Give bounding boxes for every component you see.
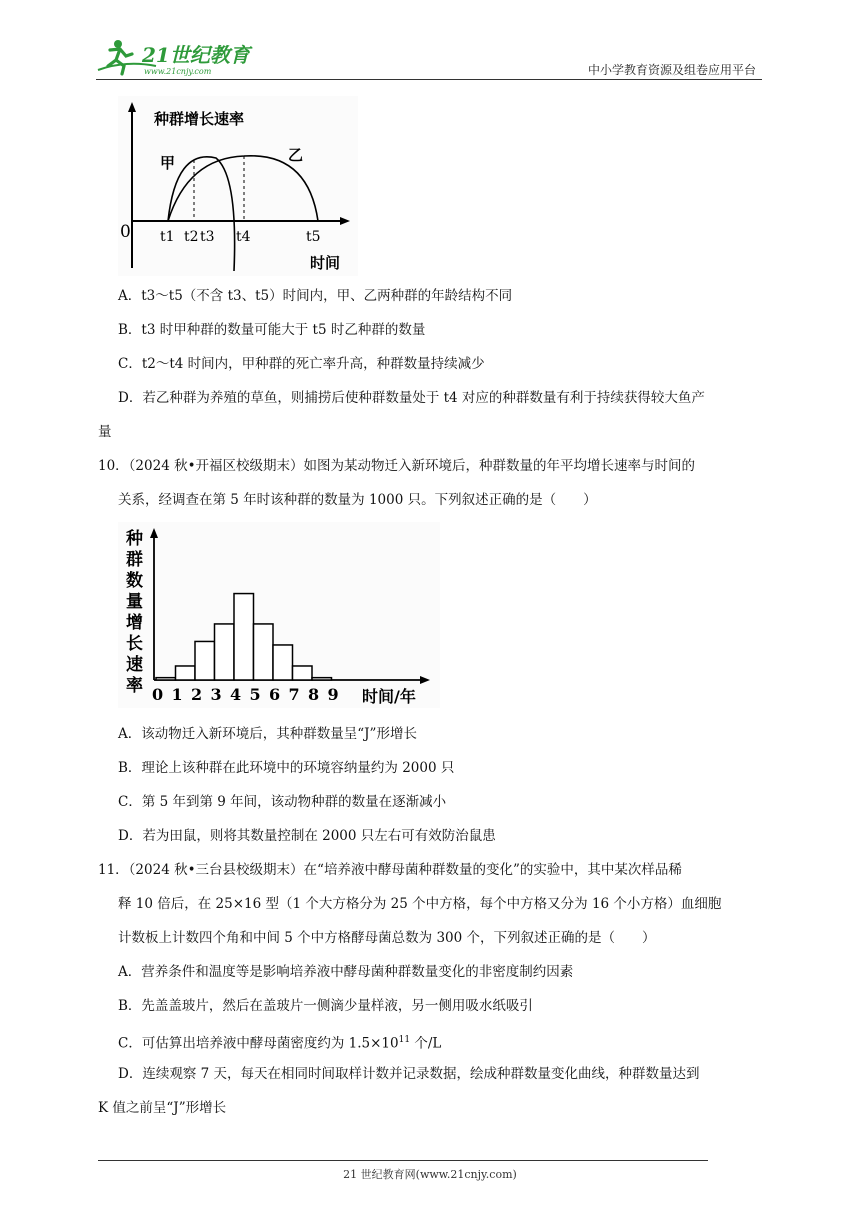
chart-bar-8	[293, 666, 313, 680]
chart-x-tick-9: 9	[327, 685, 339, 704]
q9-option-d: D．若乙种群为养殖的草鱼，则捕捞后使种群数量处于 t4 对应的种群数量有利于持续获得较大鱼产	[118, 390, 705, 406]
chart-bar-7	[273, 645, 293, 680]
q10-option-b: B．理论上该种群在此环境中的环境容纳量约为 2000 只	[118, 760, 455, 776]
footer-text: 21 世纪教育网(www.21cnjy.com)	[343, 1168, 517, 1181]
chart-x-tick-0: 0	[152, 685, 164, 704]
tick-t5: t5	[306, 229, 321, 245]
q11-stem-line2: 释 10 倍后，在 25×16 型（1 个大方格分为 25 个中方格，每个中方格又分为 16 个小方格）血细胞	[118, 896, 722, 912]
chart-y-axis-label-char: 率	[126, 676, 143, 696]
chart-bar-3	[195, 641, 215, 680]
chart-x-tick-4: 4	[230, 685, 242, 704]
chart-y-axis-label-char: 量	[126, 592, 143, 612]
y-axis-label: 种群增长速率	[154, 110, 245, 128]
chart-bar-2	[176, 666, 196, 680]
q11-option-a: A．营养条件和温度等是影响培养液中酵母菌种群数量变化的非密度制约因素	[118, 964, 574, 980]
q11-option-c-prefix: C．可估算出培养液中酵母菌密度约为 1.5×10	[118, 1035, 399, 1052]
footer-divider	[98, 1160, 708, 1161]
chart-y-axis-label-char: 种	[126, 529, 143, 549]
chart-x-tick-6: 6	[269, 685, 281, 704]
chart-x-tick-1: 1	[171, 685, 183, 704]
q10-option-a: A．该动物迁入新环境后，其种群数量呈“J”形增长	[118, 726, 417, 742]
tick-t4: t4	[236, 229, 251, 245]
q9-option-b: B．t3 时甲种群的数量可能大于 t5 时乙种群的数量	[118, 322, 426, 338]
growth-rate-bar-chart	[118, 522, 440, 708]
q10-option-c: C．第 5 年到第 9 年间，该动物种群的数量在逐渐减小	[118, 794, 447, 810]
chart-y-axis-label-char: 速	[126, 655, 143, 675]
chart-bar-4	[215, 624, 235, 680]
chart-y-axis-label-char: 数	[126, 571, 143, 591]
chart-y-axis-label-char: 长	[126, 634, 143, 654]
logo-text: 21世纪教育	[142, 43, 250, 67]
chart-x-axis-label: 时间/年	[362, 687, 416, 706]
chart-y-axis-label-char: 群	[126, 550, 143, 570]
q10-stem-line2: 关系，经调查在第 5 年时该种群的数量为 1000 只。下列叙述正确的是（ ）	[118, 492, 597, 508]
q10-option-d: D．若为田鼠，则将其数量控制在 2000 只左右可有效防治鼠患	[118, 828, 496, 844]
tick-t2: t2	[184, 229, 199, 245]
header-divider	[96, 79, 762, 80]
series-jia-label: 甲	[160, 154, 176, 172]
tick-t1: t1	[160, 229, 175, 245]
q9-option-a: A．t3～t5（不含 t3、t5）时间内，甲、乙两种群的年龄结构不同	[118, 288, 513, 304]
q10-stem-line1: 10．（2024 秋•开福区校级期末）如图为某动物迁入新环境后，种群数量的年平均增长速率与时间的	[98, 458, 696, 474]
q11-stem-line1: 11．（2024 秋•三台县校级期末）在“培养液中酵母菌种群数量的变化”的实验中，其中某次样品稀	[98, 862, 682, 878]
chart-y-axis-label	[125, 529, 143, 696]
q11-stem-line3: 计数板上计数四个角和中间 5 个中方格酵母菌总数为 300 个，下列叙述正确的是（ ）	[118, 930, 656, 946]
q9-option-c: C．t2～t4 时间内，甲种群的死亡率升高，种群数量持续减少	[118, 356, 485, 372]
site-logo	[96, 36, 256, 78]
chart-bar-9	[312, 678, 332, 680]
logo-url: www.21cnjy.com	[144, 67, 212, 76]
chart-x-tick-8: 8	[308, 685, 320, 704]
chart-bar-6	[254, 624, 274, 680]
series-yi-label: 乙	[288, 146, 304, 164]
origin-label: 0	[120, 222, 131, 242]
chart-x-tick-5: 5	[249, 685, 261, 704]
chart-x-tick-7: 7	[288, 685, 300, 704]
chart-bar-1	[156, 678, 176, 680]
tick-t3: t3	[200, 229, 215, 245]
q11-option-c	[118, 1031, 441, 1053]
chart-x-tick-2: 2	[191, 685, 203, 704]
chart-bar-5	[234, 594, 254, 680]
x-axis-label: 时间	[310, 254, 341, 272]
chart-x-tick-3: 3	[210, 685, 222, 704]
q11-option-c-suffix: 个/L	[410, 1035, 442, 1052]
chart-y-axis-label-char: 增	[126, 613, 143, 633]
q11-option-b: B．先盖盖玻片，然后在盖玻片一侧滴少量样液，另一侧用吸水纸吸引	[118, 998, 533, 1014]
q11-option-d-cont: K 值之前呈“J”形增长	[98, 1100, 227, 1116]
q9-option-d-cont: 量	[98, 424, 112, 440]
q11-option-d: D．连续观察 7 天，每天在相同时间取样计数并记录数据，绘成种群数量变化曲线，种群数量达到	[118, 1066, 700, 1082]
platform-name: 中小学教育资源及组卷应用平台	[587, 63, 756, 77]
q11-option-c-exponent: 11	[398, 1035, 411, 1045]
growth-rate-curve-figure	[118, 96, 358, 276]
